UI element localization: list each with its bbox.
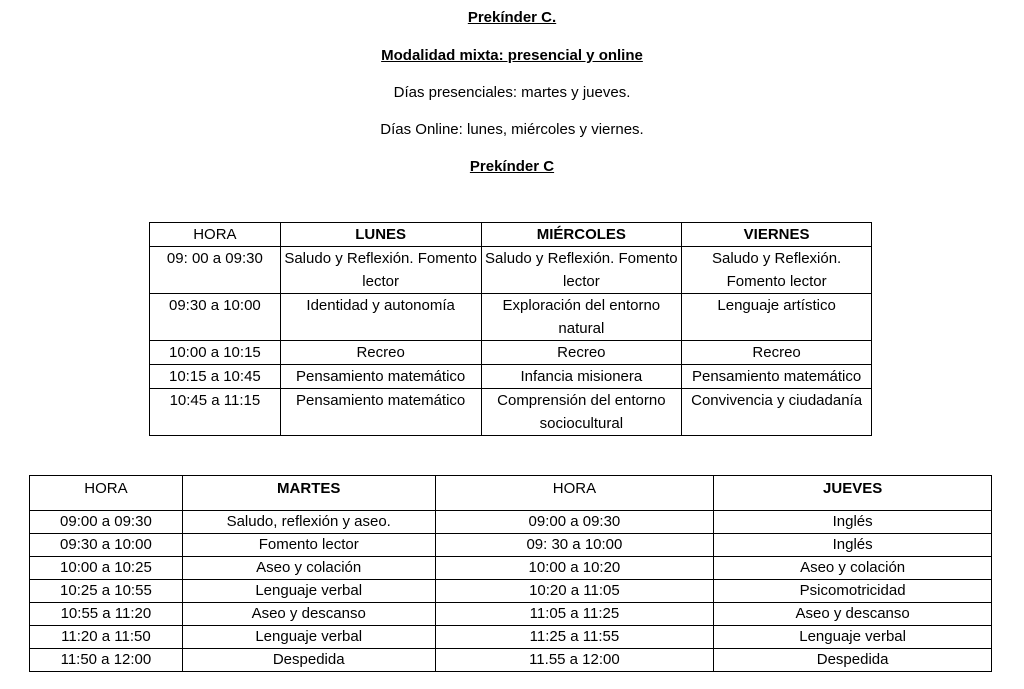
table-row (30, 626, 992, 649)
table-row (150, 365, 872, 389)
cell-martes: Fomento lector (182, 534, 435, 557)
title-prekinder-c-dot: Prekínder C. (467, 9, 557, 26)
header-jueves: JUEVES (714, 476, 992, 511)
modality-heading: Modalidad mixta: presencial y online (381, 47, 643, 64)
cell-lunes: Recreo (280, 341, 481, 365)
cell-martes: Saludo, reflexión y aseo. (182, 511, 435, 534)
table-row (30, 557, 992, 580)
cell-jueves: Lenguaje verbal (714, 626, 992, 649)
header-hora-jueves: HORA (435, 476, 714, 511)
cell-time-martes: 11:50 a 12:00 (30, 649, 183, 672)
cell-time-jueves: 09: 30 a 10:00 (435, 534, 714, 557)
header-hora-martes: HORA (30, 476, 183, 511)
table-header-row (150, 223, 872, 247)
table-row (150, 341, 872, 365)
cell-time-jueves: 11.55 a 12:00 (435, 649, 714, 672)
cell-time-martes: 11:20 a 11:50 (30, 626, 183, 649)
cell-viernes: Lenguaje artístico (682, 294, 872, 341)
table-row (30, 511, 992, 534)
cell-miercoles: Exploración del entorno natural (481, 294, 682, 341)
cell-time: 10:45 a 11:15 (150, 389, 281, 436)
schedule-table-presential (29, 475, 992, 672)
cell-time-jueves: 10:20 a 11:05 (435, 580, 714, 603)
cell-lunes: Pensamiento matemático (280, 389, 481, 436)
header-miercoles: MIÉRCOLES (481, 223, 682, 247)
cell-time: 10:00 a 10:15 (150, 341, 281, 365)
schedule-table-online (149, 222, 872, 436)
cell-jueves: Inglés (714, 534, 992, 557)
cell-viernes: Saludo y Reflexión. Fomento lector (682, 247, 872, 294)
cell-time-jueves: 11:25 a 11:55 (435, 626, 714, 649)
cell-time-jueves: 09:00 a 09:30 (435, 511, 714, 534)
cell-miercoles: Recreo (481, 341, 682, 365)
header-hora: HORA (150, 223, 281, 247)
cell-time: 09: 00 a 09:30 (150, 247, 281, 294)
cell-time-martes: 10:00 a 10:25 (30, 557, 183, 580)
table-row (30, 603, 992, 626)
cell-time: 10:15 a 10:45 (150, 365, 281, 389)
cell-viernes: Convivencia y ciudadanía (682, 389, 872, 436)
table-row (150, 294, 872, 341)
table-row (30, 534, 992, 557)
cell-viernes: Recreo (682, 341, 872, 365)
cell-time-jueves: 10:00 a 10:20 (435, 557, 714, 580)
cell-miercoles: Infancia misionera (481, 365, 682, 389)
cell-time: 09:30 a 10:00 (150, 294, 281, 341)
cell-lunes: Pensamiento matemático (280, 365, 481, 389)
cell-jueves: Inglés (714, 511, 992, 534)
cell-time-martes: 10:25 a 10:55 (30, 580, 183, 603)
cell-martes: Lenguaje verbal (182, 580, 435, 603)
cell-jueves: Despedida (714, 649, 992, 672)
header-lunes: LUNES (280, 223, 481, 247)
cell-lunes: Identidad y autonomía (280, 294, 481, 341)
cell-time-martes: 09:00 a 09:30 (30, 511, 183, 534)
cell-jueves: Aseo y descanso (714, 603, 992, 626)
table-header-row (30, 476, 992, 511)
presential-days-text: Días presenciales: martes y jueves. (393, 84, 631, 101)
cell-lunes: Saludo y Reflexión. Fomento lector (280, 247, 481, 294)
title-prekinder-c: Prekínder C (469, 158, 555, 175)
cell-martes: Lenguaje verbal (182, 626, 435, 649)
cell-viernes: Pensamiento matemático (682, 365, 872, 389)
cell-time-martes: 10:55 a 11:20 (30, 603, 183, 626)
table-row (30, 649, 992, 672)
header-viernes: VIERNES (682, 223, 872, 247)
cell-miercoles: Saludo y Reflexión. Fomento lector (481, 247, 682, 294)
cell-jueves: Psicomotricidad (714, 580, 992, 603)
cell-martes: Aseo y descanso (182, 603, 435, 626)
cell-jueves: Aseo y colación (714, 557, 992, 580)
table-row (150, 389, 872, 436)
table-row (150, 247, 872, 294)
cell-time-martes: 09:30 a 10:00 (30, 534, 183, 557)
cell-time-jueves: 11:05 a 11:25 (435, 603, 714, 626)
cell-miercoles: Comprensión del entorno sociocultural (481, 389, 682, 436)
online-days-text: Días Online: lunes, miércoles y viernes. (380, 121, 644, 138)
cell-martes: Aseo y colación (182, 557, 435, 580)
header-martes: MARTES (182, 476, 435, 511)
table-row (30, 580, 992, 603)
cell-martes: Despedida (182, 649, 435, 672)
